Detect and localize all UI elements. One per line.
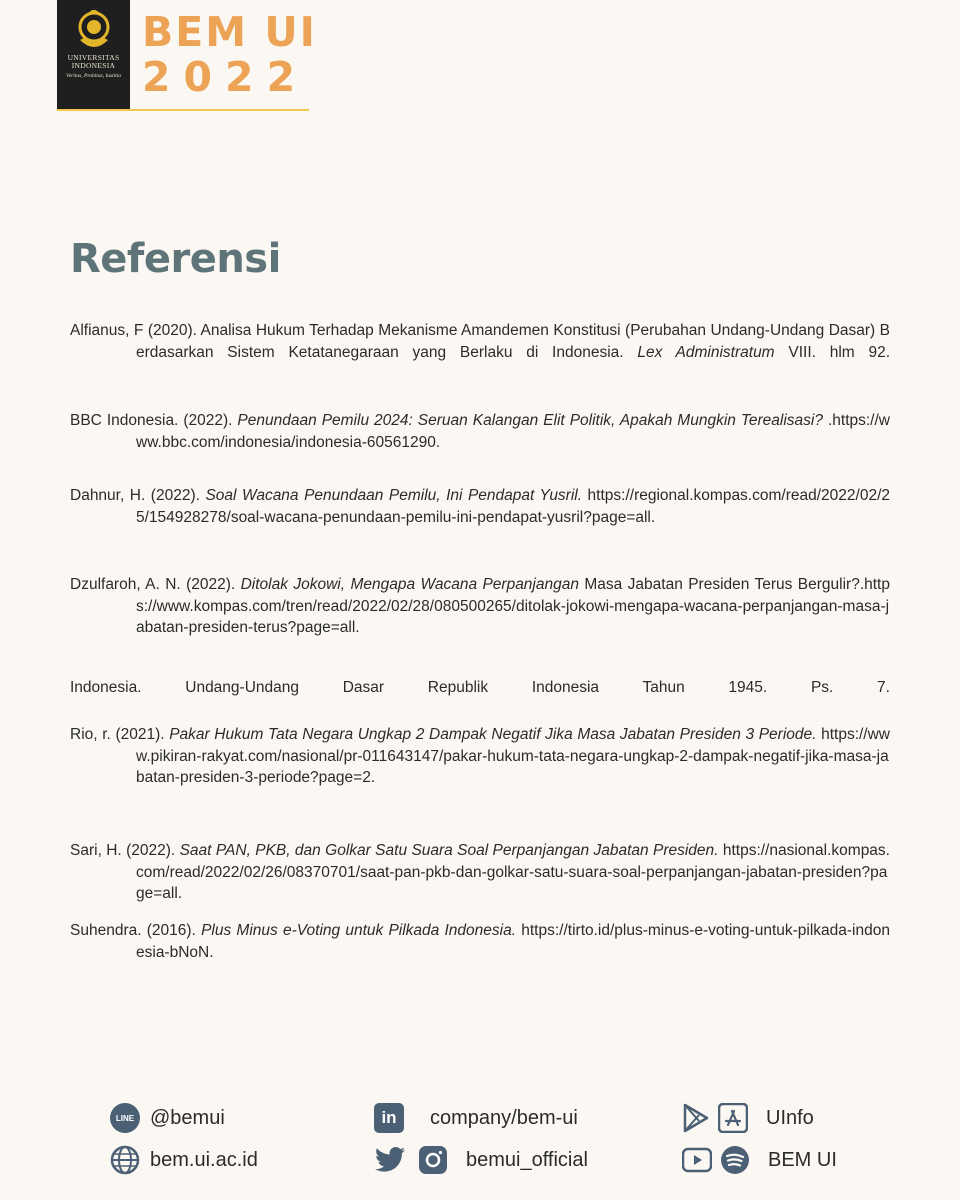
instagram-icon [418, 1145, 448, 1175]
reference-text: BBC Indonesia. (2022). [70, 412, 238, 429]
reference-text: Masa Jabatan Presiden Terus Bergulir?.https://www.kompas.com/tren/read/2022/02/28/080500265/ditolak-jokowi-mengapa-wacana-perpanjangan-masa-jabatan-presiden-terus?page=all. [136, 576, 890, 636]
logo-text-line2: INDONESIA [71, 61, 116, 70]
line-handle: @bemui [150, 1106, 225, 1129]
reference-text: https://www.pikiran-rakyat.com/nasional/pr-011643147/pakar-hukum-tata-negara-ungkap-2-dampak-negatif-jika-masa-jabatan-presiden-3-periode?page=2. [136, 726, 890, 786]
google-play-icon [682, 1103, 710, 1133]
logo-text-line1: UNIVERSITAS [67, 53, 120, 62]
reference-text: Dzulfaroh, A. N. (2022). [70, 576, 241, 593]
reference-item [70, 840, 890, 905]
reference-item [70, 320, 890, 363]
spotify-icon [720, 1145, 750, 1175]
reference-text: Sari, H. (2022). [70, 842, 180, 859]
reference-text: Rio, r. (2021). [70, 726, 170, 743]
media-contact[interactable] [682, 1145, 837, 1175]
reference-title: Plus Minus e-Voting untuk Pilkada Indonesia. [201, 922, 517, 939]
logo-university-name [68, 54, 120, 70]
linkedin-contact[interactable] [374, 1103, 578, 1133]
line-contact[interactable] [110, 1103, 225, 1133]
line-app-icon: LINE [110, 1103, 140, 1133]
reference-title: Pakar Hukum Tata Negara Ungkap 2 Dampak Negatif Jika Masa Jabatan Presiden 3 Periode. [169, 726, 817, 743]
reference-item [70, 485, 890, 528]
app-store-icon [718, 1103, 748, 1133]
reference-title: Lex Administratum [637, 343, 775, 361]
reference-text: Alfianus, F (2020). Analisa Hukum Terhadap Mekanisme Amandemen Konstitusi (Perubahan Undang-Undang Dasar) Berdasarkan Sistem Ketatanegaraan yang Berlaku di Indonesia. [70, 322, 890, 361]
youtube-icon [682, 1147, 712, 1173]
reference-title: Saat PAN, PKB, dan Golkar Satu Suara Soal Perpanjangan Jabatan Presiden. [179, 842, 719, 859]
reference-item [70, 724, 890, 789]
reference-item [70, 574, 890, 639]
reference-item [70, 410, 890, 453]
brand-title [142, 8, 317, 101]
linkedin-icon: in [374, 1103, 404, 1133]
reference-text: Dahnur, H. (2022). [70, 487, 206, 504]
reference-text: VIII. hlm 92. [774, 343, 890, 361]
footer-contacts [0, 1095, 960, 1185]
media-name: BEM UI [768, 1148, 837, 1171]
social-contact[interactable] [374, 1145, 588, 1175]
globe-icon [110, 1145, 140, 1175]
reference-item [70, 920, 890, 963]
header-underline [57, 109, 309, 111]
brand-line1: BEM UI [142, 8, 317, 56]
social-handle: bemui_official [466, 1148, 588, 1171]
twitter-icon [374, 1146, 406, 1174]
website-contact[interactable] [110, 1145, 258, 1175]
reference-text: https://tirto.id/plus-minus-e-voting-untuk-pilkada-indonesia-bNoN. [136, 922, 890, 961]
linkedin-handle: company/bem-ui [430, 1106, 578, 1129]
university-logo [57, 0, 130, 110]
reference-text: Indonesia. Undang-Undang Dasar Republik Indonesia Tahun 1945. Ps. 7. [70, 679, 890, 696]
app-name: UInfo [766, 1106, 814, 1129]
reference-title: Soal Wacana Penundaan Pemilu, Ini Pendapat Yusril. [205, 487, 583, 504]
brand-line2: 2022 [142, 53, 309, 101]
website-url: bem.ui.ac.id [150, 1148, 258, 1171]
reference-title: Penundaan Pemilu 2024: Seruan Kalangan Elit Politik, Apakah Mungkin Terealisasi? [237, 412, 823, 429]
reference-text: https://nasional.kompas.com/read/2022/02/26/08370701/saat-pan-pkb-dan-golkar-satu-suara-soal-perpanjangan-jabatan-presiden?page=all. [136, 842, 890, 902]
reference-text: https://regional.kompas.com/read/2022/02/25/154928278/soal-wacana-penundaan-pemilu-ini-pendapat-yusril?page=all. [136, 487, 890, 526]
reference-item [70, 677, 890, 699]
reference-text: Suhendra. (2016). [70, 922, 202, 939]
app-contact[interactable] [682, 1103, 814, 1133]
page-title: Referensi [70, 236, 281, 282]
reference-title: Ditolak Jokowi, Mengapa Wacana Perpanjangan [240, 576, 579, 593]
makara-emblem-icon [71, 10, 117, 52]
logo-motto: Veritas, Probitas, Iustitia [65, 73, 122, 79]
reference-text: .https://www.bbc.com/indonesia/indonesia-60561290. [136, 412, 890, 451]
